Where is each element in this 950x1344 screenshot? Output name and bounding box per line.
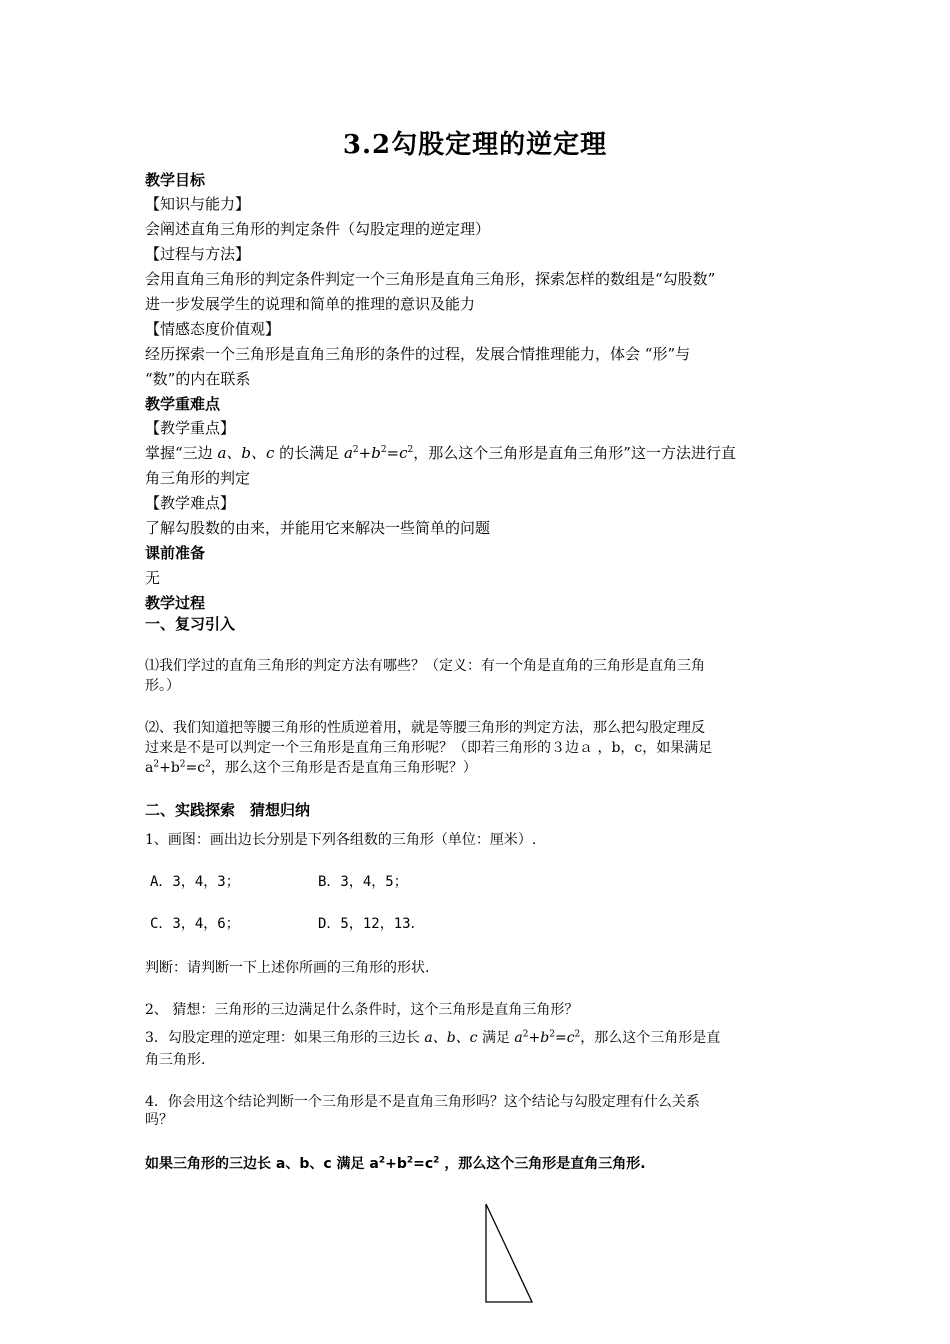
knowledge-text: 会阐述直角三角形的判定条件（勾股定理的逆定理）	[145, 220, 491, 238]
question1-line2: 形。）	[145, 678, 180, 694]
process-method-text-1: 会用直角三角形的判定条件判定一个三角形是直角三角形，探索怎样的数组是“勾股数”	[145, 270, 716, 288]
page-title: 3.2勾股定理的逆定理	[342, 130, 608, 160]
keypoints-heading: 教学重难点	[145, 395, 221, 413]
right-triangle-figure	[480, 1198, 540, 1308]
focus-heading: 【教学重点】	[145, 419, 236, 437]
process-method-heading: 【过程与方法】	[145, 245, 251, 263]
goals-heading: 教学目标	[145, 171, 206, 189]
conclusion-text: 如果三角形的三边长 a、b、c 满足 $a^2+b^2=c^2$ ，那么这个三角形是直角三角形.	[145, 1155, 646, 1172]
question2-line2: 过来是不是可以判定一个三角形是直角三角形呢？（即若三角形的３边ａ ，b，c，如果满足	[145, 740, 713, 756]
section1-heading: 一、复习引入	[145, 615, 236, 633]
process-method-text-2: 进一步发展学生的说理和简单的推理的意识及能力	[145, 295, 476, 313]
focus-text-1: 掌握“三边 a、b、c 的长满足 $a^2+b^2=c^2$，那么这个三角形是直角三角形”这一方法进行直	[145, 444, 736, 462]
option-d: D．5，12，13．	[318, 916, 425, 932]
draw-instruction: 1、画图：画出边长分别是下列各组数的三角形（单位：厘米）.	[145, 832, 537, 848]
prep-heading: 课前准备	[145, 544, 206, 562]
process-heading: 教学过程	[145, 594, 206, 612]
emotion-text-2: “数”的内在联系	[145, 370, 251, 388]
question4-line1: 4．你会用这个结论判断一个三角形是不是直角三角形吗？这个结论与勾股定理有什么关系	[145, 1094, 700, 1110]
right-triangle-shape	[486, 1204, 532, 1302]
difficulty-text: 了解勾股数的由来，并能用它来解决一些简单的问题	[145, 519, 491, 537]
knowledge-heading: 【知识与能力】	[145, 195, 251, 213]
question2-line1: ⑵、我们知道把等腰三角形的性质逆着用，就是等腰三角形的判定方法，那么把勾股定理反	[145, 720, 705, 736]
question4-line2: 吗？	[145, 1112, 173, 1128]
prep-text: 无	[145, 569, 161, 587]
option-b: B．3，4，5；	[318, 874, 408, 890]
converse-theorem-line1: 3．勾股定理的逆定理：如果三角形的三边长 a、b、c 满足 $a^2+b^2=c^2$，那么这个三角形是直	[145, 1029, 721, 1046]
converse-theorem-line2: 角三角形.	[145, 1052, 206, 1068]
option-a: A．3，4，3；	[150, 874, 240, 890]
section2-heading: 二、实践探索 猜想归纳	[145, 801, 311, 819]
guess-text: 2、 猜想：三角形的三边满足什么条件时，这个三角形是直角三角形？	[145, 1002, 579, 1018]
judge-text: 判断：请判断一下上述你所画的三角形的形状.	[145, 960, 430, 976]
question2-line3: $a^2+b^2=c^2$，那么这个三角形是否是直角三角形呢？）	[145, 759, 477, 776]
question1-line1: ⑴我们学过的直角三角形的判定方法有哪些？（定义：有一个角是直角的三角形是直角三角	[145, 658, 705, 674]
emotion-text-1: 经历探索一个三角形是直角三角形的条件的过程，发展合情推理能力，体会 “形”与	[145, 345, 691, 363]
option-c: C．3，4，6；	[150, 916, 240, 932]
difficulty-heading: 【教学难点】	[145, 494, 236, 512]
focus-text-2: 角三角形的判定	[145, 469, 251, 487]
emotion-heading: 【情感态度价值观】	[145, 320, 281, 338]
